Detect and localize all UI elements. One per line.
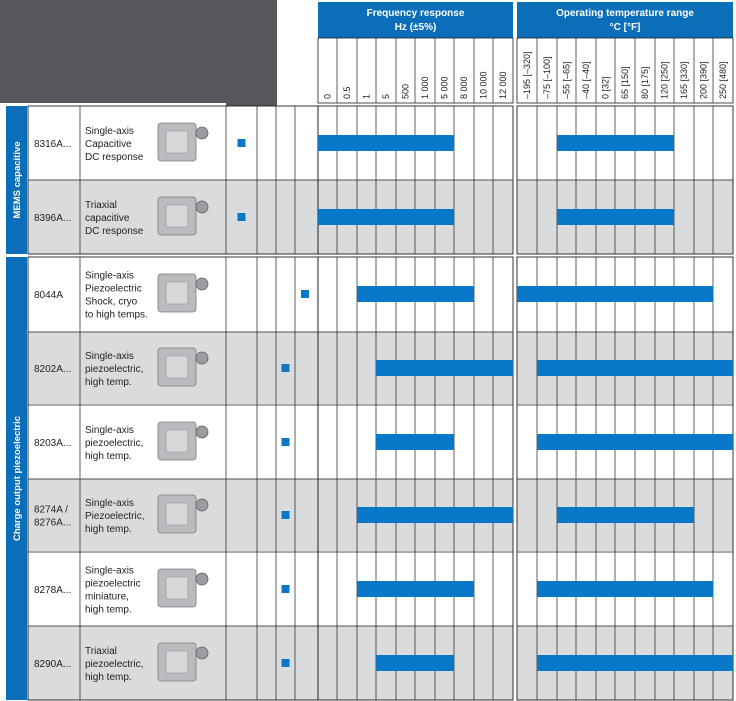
frequency-header-unit: Hz (±5%) xyxy=(394,22,437,33)
frequency-tick-label: 12 000 xyxy=(498,71,508,99)
product-description: miniature, xyxy=(85,591,129,603)
model-number: 8276A... xyxy=(34,517,72,529)
frequency-range-bar xyxy=(376,655,454,671)
temperature-range-bar xyxy=(557,135,674,151)
frequency-tick-label: 8 000 xyxy=(459,76,469,99)
model-number: 8203A... xyxy=(34,438,72,449)
temperature-range-bar xyxy=(557,209,674,225)
temperature-tick-label: –75 [–100] xyxy=(542,56,552,99)
product-description: Capacitive xyxy=(85,139,132,150)
product-description: DC response xyxy=(85,226,144,237)
product-description: Single-axis xyxy=(85,351,134,362)
category-marker xyxy=(282,585,290,593)
category-marker xyxy=(238,139,246,147)
sensor-connector xyxy=(196,573,208,585)
product-description: Triaxial xyxy=(85,646,117,657)
sensor-connector xyxy=(196,201,208,213)
sensor-connector xyxy=(196,278,208,290)
temperature-tick-label: 120 [250] xyxy=(659,61,670,99)
product-description: Single-axis xyxy=(85,498,134,509)
sensor-face xyxy=(166,651,188,673)
model-number: 8316A... xyxy=(34,139,72,150)
model-number: 8274A / xyxy=(34,504,68,516)
frequency-range-bar xyxy=(376,434,454,450)
sensor-face xyxy=(166,131,188,153)
header-corner-block xyxy=(0,0,277,103)
product-description: piezoelectric, xyxy=(85,659,144,670)
frequency-range-bar xyxy=(318,209,454,225)
sensor-connector xyxy=(196,352,208,364)
model-number: 8044A xyxy=(34,290,63,301)
frequency-range-bar xyxy=(357,286,474,302)
product-description: high temp. xyxy=(85,377,132,388)
product-description: piezoelectric, xyxy=(85,438,144,449)
product-description: Single-axis xyxy=(85,565,134,577)
sensor-face xyxy=(166,577,188,599)
category-marker xyxy=(301,290,309,298)
product-description: Single-axis xyxy=(85,425,134,436)
frequency-tick-label: 10 000 xyxy=(478,71,489,99)
product-description: Triaxial xyxy=(85,200,117,211)
product-description: Piezoelectric xyxy=(85,283,142,295)
model-number: 8290A... xyxy=(34,659,72,670)
sensor-face xyxy=(166,356,188,378)
temperature-tick-label: 165 [330] xyxy=(679,61,689,99)
temperature-range-bar xyxy=(537,434,733,450)
sensor-connector xyxy=(196,647,208,659)
temperature-range-bar xyxy=(557,507,694,523)
temperature-range-bar xyxy=(537,581,713,597)
frequency-tick-label: 500 xyxy=(400,83,411,99)
temperature-header-title: Operating temperature range xyxy=(556,8,694,19)
product-description: piezoelectric xyxy=(85,578,141,590)
product-description: high temp. xyxy=(85,672,132,683)
frequency-tick-label: 1 xyxy=(361,93,372,99)
frequency-header-title: Frequency response xyxy=(366,8,465,19)
frequency-range-bar xyxy=(357,581,474,597)
sensor-connector xyxy=(196,499,208,511)
sensor-face xyxy=(166,503,188,525)
product-description: high temp. xyxy=(85,451,132,462)
temperature-tick-label: –195 [–320] xyxy=(522,51,532,99)
temperature-range-bar xyxy=(517,286,713,302)
product-description: to high temps. xyxy=(85,309,148,321)
product-description: high temp. xyxy=(85,524,132,535)
frequency-tick-label: 1 000 xyxy=(420,76,430,99)
product-description: Single-axis xyxy=(85,270,134,282)
product-description: piezoelectric, xyxy=(85,364,144,375)
temperature-tick-label: 0 [32] xyxy=(600,76,611,99)
sensor-face xyxy=(166,205,188,227)
temperature-tick-label: 250 [480] xyxy=(718,61,728,99)
frequency-range-bar xyxy=(318,135,454,151)
frequency-tick-label: 5 000 xyxy=(439,76,450,99)
category-marker xyxy=(282,511,290,519)
temperature-range-bar xyxy=(537,655,733,671)
model-number: 8278A... xyxy=(34,585,72,596)
temperature-tick-label: –40 [–40] xyxy=(581,61,591,99)
product-description: Single-axis xyxy=(85,126,134,137)
frequency-range-bar xyxy=(357,507,513,523)
product-description: Piezoelectric, xyxy=(85,511,145,522)
sensor-face xyxy=(166,430,188,452)
temperature-range-bar xyxy=(537,360,733,376)
sensor-face xyxy=(166,282,188,304)
temperature-tick-label: 200 [390] xyxy=(698,61,709,99)
sensor-connector xyxy=(196,127,208,139)
category-marker xyxy=(282,438,290,446)
product-description: high temp. xyxy=(85,604,132,616)
product-description: DC response xyxy=(85,152,144,163)
frequency-tick-label: 0.5 xyxy=(342,86,352,99)
category-marker xyxy=(282,364,290,372)
product-description: Shock, cryo xyxy=(85,296,138,308)
model-number: 8396A... xyxy=(34,213,72,224)
frequency-tick-label: 0 xyxy=(322,93,333,99)
temperature-tick-label: 65 [150] xyxy=(620,66,630,99)
category-marker xyxy=(282,659,290,667)
temperature-tick-label: 80 [175] xyxy=(640,66,650,99)
category-marker xyxy=(238,213,246,221)
frequency-range-bar xyxy=(376,360,513,376)
model-number: 8202A... xyxy=(34,364,72,375)
temperature-header-unit: °C [°F] xyxy=(609,22,641,33)
frequency-tick-label: 5 xyxy=(381,93,391,99)
temperature-tick-label: –55 [–65] xyxy=(561,61,572,99)
group-label: MEMS capacitive xyxy=(12,141,23,219)
product-description: capacitive xyxy=(85,213,130,224)
sensor-connector xyxy=(196,426,208,438)
group-label: Charge output piezoelectric xyxy=(12,415,23,542)
